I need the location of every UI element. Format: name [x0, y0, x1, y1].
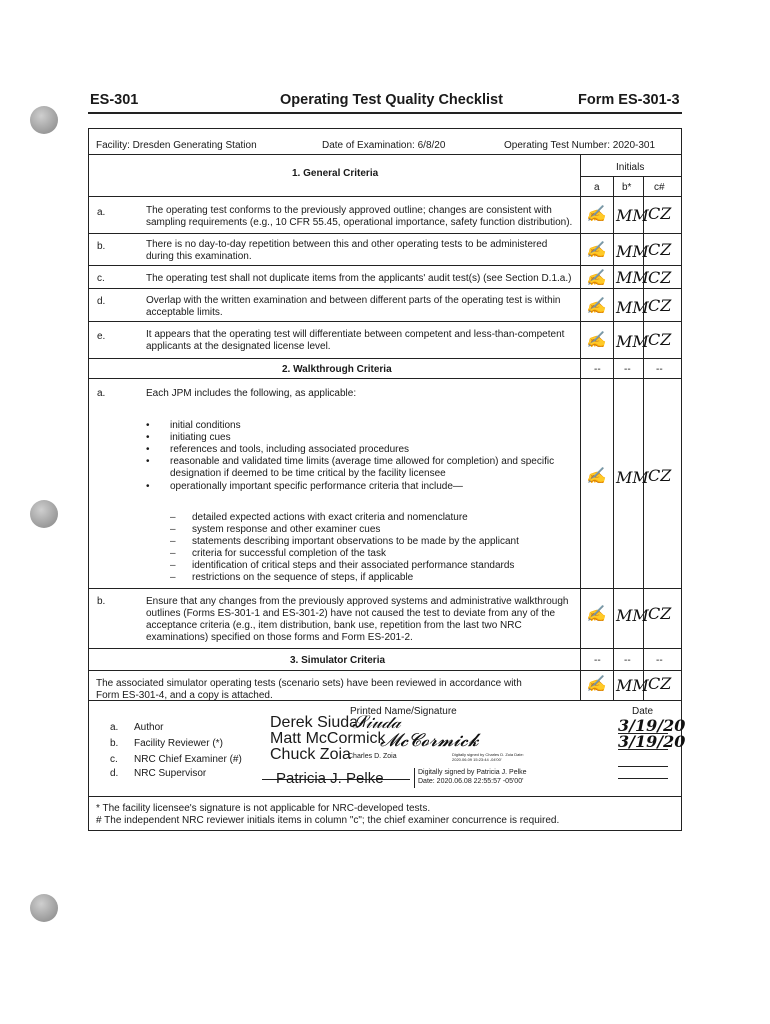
s2-bullet-4-cont: designation if deemed to be time critical by the facility licensee: [170, 468, 446, 479]
s2-sub-6: restrictions on the sequence of steps, if applicable: [192, 572, 414, 583]
dash-mark: –: [170, 572, 176, 583]
s3-line1: The associated simulator operating tests (scenario sets) have been reviewed in accordance with: [96, 678, 522, 689]
dash-mark: –: [170, 560, 176, 571]
initials-b-s2-a: MM: [616, 468, 649, 487]
rule: [88, 588, 682, 589]
s1-item-b-line2: during this examination.: [146, 251, 252, 262]
s1-item-d-line1: Overlap with the written examination and between different parts of the operating test is within: [146, 295, 561, 306]
facility-reviewer-signature: 𝓜𝓬𝓒𝓸𝓻𝓶𝓲𝓬𝓴: [380, 730, 479, 751]
rule: [88, 700, 682, 701]
s2-item-b-line2: outlines (Forms ES-301-1 and ES-301-2) have not caused the test to deviate from any of the: [146, 608, 556, 619]
s2-bullet-4: reasonable and validated time limits (average time allowed for completion) and specific: [170, 456, 555, 467]
s2-bullet-3: references and tools, including associated procedures: [170, 444, 410, 455]
rule: [88, 288, 682, 289]
initials-header: Initials: [616, 162, 645, 173]
nrc-supervisor-digital-1: Digitally signed by Patricia J. Pelke: [418, 769, 527, 776]
sig-c-role: NRC Chief Examiner (#): [134, 754, 242, 765]
dash-mark: –: [170, 548, 176, 559]
initials-a-row-e: ✍: [586, 330, 606, 349]
s2-sub-5: identification of critical steps and their associated performance standards: [192, 560, 515, 571]
initials-b-row-c: MM: [616, 268, 649, 287]
s3-dash-b: --: [624, 655, 631, 666]
s2-item-a-letter: a.: [97, 388, 106, 399]
initials-b-row-a: MM: [616, 206, 649, 225]
s1-item-b-line1: There is no day-to-day repetition between this and other operating tests to be administered: [146, 239, 548, 250]
nrc-supervisor-name: Patricia J. Pelke: [276, 770, 384, 787]
sig-b-letter: b.: [110, 738, 119, 749]
rule: [88, 265, 682, 266]
s1-item-e-line2: applicants at the designated license level.: [146, 341, 331, 352]
s2-dash-b: --: [624, 364, 631, 375]
col-b-header: b*: [622, 182, 632, 193]
s2-item-b-line4: examinations) specified on those forms and Form ES-201-2.: [146, 632, 413, 643]
bullet-dot: •: [146, 481, 150, 492]
dash-mark: –: [170, 536, 176, 547]
initials-c-row-d: CZ: [648, 296, 672, 315]
author-signature: 𝒮𝒾𝓊𝒹𝒶: [352, 712, 401, 733]
s2-sub-2: system response and other examiner cues: [192, 524, 381, 535]
binder-hole-top: [30, 106, 58, 134]
initials-a-s2-b: ✍: [586, 604, 606, 623]
digital-sig-divider: [414, 768, 415, 788]
initials-sub-rule: [580, 176, 682, 177]
strike: [262, 779, 410, 780]
initials-b-s2-b: MM: [616, 606, 649, 625]
col-a-header: a: [594, 182, 600, 193]
initials-b-row-e: MM: [616, 332, 649, 351]
initials-c-row-c: CZ: [648, 268, 672, 287]
s1-item-e-line1: It appears that the operating test will differentiate between competent and less-than-competent: [146, 329, 565, 340]
rule: [88, 358, 682, 359]
sig-c-letter: c.: [110, 754, 118, 765]
sig-b-role: Facility Reviewer (*): [134, 738, 223, 749]
form-series: ES-301: [90, 92, 139, 108]
date-line: [618, 778, 668, 779]
s3-dash-c: --: [656, 655, 663, 666]
initials-a-row-c: ✍: [586, 268, 606, 287]
section-2-title: 2. Walkthrough Criteria: [282, 364, 392, 375]
sig-a-letter: a.: [110, 722, 119, 733]
s2-sub-1: detailed expected actions with exact criteria and nomenclature: [192, 512, 468, 523]
s1-item-d-line2: acceptable limits.: [146, 307, 223, 318]
binder-hole-middle: [30, 500, 58, 528]
sig-d-letter: d.: [110, 768, 119, 779]
initials-a-row-d: ✍: [586, 296, 606, 315]
initials-c-s2-b: CZ: [648, 604, 672, 623]
date-line: [618, 766, 668, 767]
s2-bullet-2: initiating cues: [170, 432, 231, 443]
s1-item-c-line1: The operating test shall not duplicate items from the applicants' audit test(s) (see Section D.1.a.): [146, 273, 572, 284]
s1-item-a-letter: a.: [97, 207, 106, 218]
section-3-title: 3. Simulator Criteria: [290, 655, 386, 666]
rule: [88, 796, 682, 797]
author-date: 3/19/20: [618, 716, 686, 735]
rule: [88, 648, 682, 649]
s2-item-b-letter: b.: [97, 596, 106, 607]
bullet-dot: •: [146, 456, 150, 467]
facility-reviewer-date: 3/19/20: [618, 732, 686, 751]
chief-examiner-name: Chuck Zoia: [270, 746, 351, 763]
sig-a-role: Author: [134, 722, 164, 733]
initials-c-s2-a: CZ: [648, 466, 672, 485]
s1-item-e-letter: e.: [97, 331, 106, 342]
rule: [88, 378, 682, 379]
test-number-label: Operating Test Number: 2020-301: [504, 140, 656, 151]
exam-date-label: Date of Examination: 6/8/20: [322, 140, 446, 151]
rule: [88, 233, 682, 234]
nrc-supervisor-digital-2: Date: 2020.06.08 22:55:57 -05'00': [418, 778, 524, 785]
initials-c-s3: CZ: [648, 674, 672, 693]
s2-item-a-intro: Each JPM includes the following, as applicable:: [146, 388, 357, 399]
initials-c-row-e: CZ: [648, 330, 672, 349]
form-number: Form ES-301-3: [578, 92, 680, 108]
initials-a-row-b: ✍: [586, 240, 606, 259]
col-c-header: c#: [654, 182, 665, 193]
rule: [88, 154, 682, 155]
initials-b-row-d: MM: [616, 298, 649, 317]
s1-item-a-line2: sampling requirements (e.g., 10 CFR 55.45, operational importance, safety function distribution).: [146, 217, 573, 228]
section-1-title: 1. General Criteria: [292, 168, 379, 179]
col-line-a: [580, 154, 581, 700]
binder-hole-bottom: [30, 894, 58, 922]
rule: [88, 321, 682, 322]
s1-item-a-line1: The operating test conforms to the previously approved outline; changes are consistent with: [146, 205, 552, 216]
dash-mark: –: [170, 512, 176, 523]
chief-examiner-digital: Digitally signed by Charles D. Zoia Date: 2020.06.09 15:23:44 -04'00': [452, 752, 524, 762]
form-title: Operating Test Quality Checklist: [280, 92, 503, 108]
s2-sub-4: criteria for successful completion of the task: [192, 548, 386, 559]
dash-mark: –: [170, 524, 176, 535]
author-name: Derek Siuda /: [270, 714, 367, 731]
s2-item-b-line3: acceptance criteria (e.g., item distribution, bank use, repetition from the last two NRC: [146, 620, 522, 631]
facility-reviewer-name: Matt McCormick: [270, 730, 386, 747]
bullet-dot: •: [146, 444, 150, 455]
initials-a-s3: ✍: [586, 674, 606, 693]
facility-label: Facility: Dresden Generating Station: [96, 140, 257, 151]
s2-bullet-5: operationally important specific performance criteria that include—: [170, 481, 463, 492]
s2-item-b-line1: Ensure that any changes from the previously approved systems and administrative walkthrough: [146, 596, 569, 607]
date-line: [618, 749, 668, 750]
rule: [88, 196, 682, 197]
s2-dash-c: --: [656, 364, 663, 375]
s3-dash-a: --: [594, 655, 601, 666]
rule: [88, 670, 682, 671]
s2-dash-a: --: [594, 364, 601, 375]
initials-b-row-b: MM: [616, 242, 649, 261]
s1-item-d-letter: d.: [97, 296, 106, 307]
bullet-dot: •: [146, 432, 150, 443]
footnote-1: * The facility licensee's signature is not applicable for NRC-developed tests.: [96, 803, 431, 814]
chief-examiner-sub: Charles D. Zoia: [348, 753, 397, 760]
col-line-b: [613, 176, 614, 700]
initials-c-row-b: CZ: [648, 240, 672, 259]
s2-bullet-1: initial conditions: [170, 420, 241, 431]
s1-item-b-letter: b.: [97, 241, 106, 252]
sig-d-role: NRC Supervisor: [134, 768, 207, 779]
s1-item-c-letter: c.: [97, 273, 105, 284]
initials-b-s3: MM: [616, 676, 649, 695]
initials-c-row-a: CZ: [648, 204, 672, 223]
s2-sub-3: statements describing important observations to be made by the applicant: [192, 536, 519, 547]
bullet-dot: •: [146, 420, 150, 431]
initials-a-s2-a: ✍: [586, 466, 606, 485]
date-header: Date: [632, 706, 654, 717]
footnote-2: # The independent NRC reviewer initials items in column "c"; the chief examiner concurrence is required.: [96, 815, 560, 826]
printed-name-header: Printed Name/Signature: [350, 706, 457, 717]
s3-line2: Form ES-301-4, and a copy is attached.: [96, 690, 273, 701]
initials-a-row-a: ✍: [586, 204, 606, 223]
